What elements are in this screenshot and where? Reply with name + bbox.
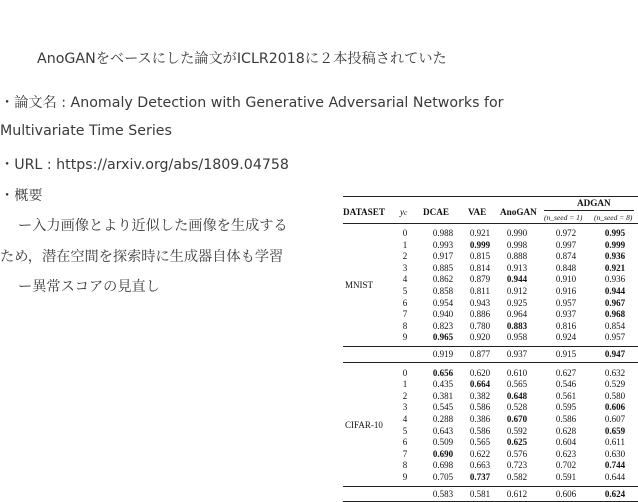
average-cell: 0.606 bbox=[555, 488, 577, 499]
score-cell: 0.967 bbox=[604, 297, 626, 308]
score-cell: 0.780 bbox=[469, 320, 491, 331]
table-row bbox=[343, 379, 638, 391]
score-cell: 0.993 bbox=[432, 239, 454, 250]
table-row bbox=[343, 251, 638, 263]
score-cell: 0.628 bbox=[555, 425, 577, 436]
slide-title: AnoGANをベースにした論文がICLR2018に２本投稿されていた bbox=[37, 51, 447, 67]
score-cell: 0.561 bbox=[555, 390, 577, 401]
score-cell: 0.606 bbox=[604, 402, 626, 413]
average-cell: 0.877 bbox=[469, 349, 491, 359]
score-cell: 0.620 bbox=[469, 367, 491, 378]
average-cell: 0.612 bbox=[506, 488, 528, 499]
table-row bbox=[343, 240, 638, 252]
results-table bbox=[343, 196, 638, 499]
table-row bbox=[343, 391, 638, 403]
summary-item-1-continued: ため，潜在空間を探索時に生成器自体も学習 bbox=[0, 249, 284, 265]
score-cell: 0.997 bbox=[555, 239, 577, 250]
score-cell: 0.702 bbox=[555, 460, 577, 471]
class-label-cell: 3 bbox=[402, 262, 408, 273]
score-cell: 0.921 bbox=[604, 262, 626, 273]
score-cell: 0.879 bbox=[469, 274, 491, 285]
score-cell: 0.529 bbox=[604, 379, 626, 390]
score-cell: 0.888 bbox=[506, 251, 528, 262]
header-anogan: AnoGAN bbox=[500, 207, 537, 217]
table-row bbox=[343, 263, 638, 275]
table-row bbox=[343, 286, 638, 298]
average-cell: 0.947 bbox=[604, 349, 626, 359]
score-cell: 0.643 bbox=[432, 425, 454, 436]
class-label-cell: 2 bbox=[402, 251, 408, 262]
average-cell: 0.624 bbox=[604, 488, 626, 499]
score-cell: 0.586 bbox=[469, 425, 491, 436]
score-cell: 0.663 bbox=[469, 460, 491, 471]
average-rule bbox=[343, 346, 638, 347]
class-label-cell: 2 bbox=[402, 390, 408, 401]
summary-item-2: ー異常スコアの見直し bbox=[18, 279, 160, 295]
score-cell: 0.957 bbox=[604, 332, 626, 343]
average-cell: 0.581 bbox=[469, 488, 491, 499]
score-cell: 0.630 bbox=[604, 448, 626, 459]
score-cell: 0.937 bbox=[555, 309, 577, 320]
score-cell: 0.988 bbox=[432, 228, 454, 238]
score-cell: 0.659 bbox=[604, 425, 626, 436]
average-rule bbox=[343, 486, 638, 487]
score-cell: 0.874 bbox=[555, 251, 577, 262]
score-cell: 0.744 bbox=[604, 460, 626, 471]
score-cell: 0.858 bbox=[432, 286, 454, 296]
score-cell: 0.954 bbox=[432, 297, 454, 308]
score-cell: 0.910 bbox=[555, 274, 577, 285]
score-cell: 0.816 bbox=[555, 320, 577, 331]
score-cell: 0.604 bbox=[555, 437, 577, 448]
score-cell: 0.664 bbox=[469, 379, 491, 390]
score-cell: 0.944 bbox=[506, 274, 528, 285]
group-rule bbox=[343, 362, 638, 363]
score-cell: 0.737 bbox=[469, 472, 491, 482]
score-cell: 0.582 bbox=[506, 472, 528, 482]
score-cell: 0.823 bbox=[432, 320, 454, 331]
score-cell: 0.848 bbox=[555, 262, 577, 273]
url-line: ・URL : https://arxiv.org/abs/1809.04758 bbox=[0, 157, 289, 173]
score-cell: 0.386 bbox=[469, 414, 491, 424]
score-cell: 0.912 bbox=[506, 286, 528, 296]
score-cell: 0.921 bbox=[469, 228, 491, 238]
score-cell: 0.998 bbox=[506, 239, 528, 250]
score-cell: 0.611 bbox=[605, 437, 625, 448]
score-cell: 0.943 bbox=[469, 297, 491, 308]
class-label-cell: 0 bbox=[402, 367, 408, 378]
table-row bbox=[343, 472, 638, 484]
score-cell: 0.627 bbox=[555, 367, 577, 378]
table-row bbox=[343, 274, 638, 286]
table-row bbox=[343, 402, 638, 414]
header-vae: VAE bbox=[468, 207, 487, 217]
header-dataset: DATASET bbox=[343, 207, 386, 217]
dataset-name: MNIST bbox=[345, 280, 374, 290]
score-cell: 0.883 bbox=[506, 320, 528, 331]
average-cell: 0.583 bbox=[432, 488, 454, 499]
class-label-cell: 7 bbox=[402, 309, 408, 320]
score-cell: 0.648 bbox=[506, 390, 528, 401]
score-cell: 0.958 bbox=[506, 332, 528, 343]
table-row bbox=[343, 309, 638, 321]
score-cell: 0.968 bbox=[604, 309, 626, 320]
score-cell: 0.546 bbox=[555, 379, 577, 390]
average-row bbox=[343, 489, 638, 501]
score-cell: 0.705 bbox=[432, 472, 454, 482]
score-cell: 0.623 bbox=[555, 448, 577, 459]
average-cell: 0.915 bbox=[555, 349, 577, 359]
score-cell: 0.999 bbox=[604, 239, 626, 250]
score-cell: 0.435 bbox=[432, 379, 454, 390]
score-cell: 0.940 bbox=[432, 309, 454, 320]
score-cell: 0.565 bbox=[506, 379, 528, 390]
average-cell: 0.919 bbox=[432, 349, 454, 359]
paper-name-line2: Multivariate Time Series bbox=[0, 123, 172, 139]
table-row bbox=[343, 298, 638, 310]
class-label-cell: 4 bbox=[402, 274, 408, 285]
score-cell: 0.814 bbox=[469, 262, 491, 273]
score-cell: 0.698 bbox=[432, 460, 454, 471]
table-row bbox=[343, 228, 638, 240]
paper-name-line1: ・論文名 : Anomaly Detection with Generative Adversarial Networks for bbox=[0, 95, 504, 111]
score-cell: 0.913 bbox=[506, 262, 528, 273]
score-cell: 0.592 bbox=[506, 425, 528, 436]
summary-item-1: ー入力画像とより近似した画像を生成する bbox=[18, 218, 288, 234]
table-row bbox=[343, 460, 638, 472]
score-cell: 0.965 bbox=[432, 332, 454, 343]
table-row bbox=[343, 414, 638, 426]
average-row bbox=[343, 349, 638, 361]
score-cell: 0.936 bbox=[604, 251, 626, 262]
header-rule bbox=[343, 223, 638, 224]
score-cell: 0.610 bbox=[506, 367, 528, 378]
class-label-cell: 1 bbox=[402, 379, 408, 390]
score-cell: 0.925 bbox=[506, 297, 528, 308]
adgan-underline bbox=[544, 210, 634, 211]
score-cell: 0.545 bbox=[432, 402, 454, 413]
header-adgan-seed1: (n_seed = 1) bbox=[544, 213, 583, 222]
score-cell: 0.944 bbox=[604, 286, 626, 296]
header-adgan-seed8: (n_seed = 8) bbox=[594, 213, 633, 222]
score-cell: 0.862 bbox=[432, 274, 454, 285]
score-cell: 0.811 bbox=[470, 286, 490, 296]
score-cell: 0.916 bbox=[555, 286, 577, 296]
score-cell: 0.670 bbox=[506, 414, 528, 424]
score-cell: 0.586 bbox=[555, 414, 577, 424]
score-cell: 0.656 bbox=[432, 367, 454, 378]
score-cell: 0.990 bbox=[506, 228, 528, 238]
score-cell: 0.586 bbox=[469, 402, 491, 413]
class-label-cell: 9 bbox=[402, 472, 408, 482]
class-label-cell: 0 bbox=[402, 228, 408, 238]
score-cell: 0.509 bbox=[432, 437, 454, 448]
score-cell: 0.917 bbox=[432, 251, 454, 262]
score-cell: 0.920 bbox=[469, 332, 491, 343]
score-cell: 0.595 bbox=[555, 402, 577, 413]
header-yc: yc bbox=[400, 207, 408, 217]
score-cell: 0.972 bbox=[555, 228, 577, 238]
table-row bbox=[343, 368, 638, 380]
score-cell: 0.815 bbox=[469, 251, 491, 262]
score-cell: 0.591 bbox=[555, 472, 577, 482]
score-cell: 0.936 bbox=[604, 274, 626, 285]
class-label-cell: 8 bbox=[402, 460, 408, 471]
score-cell: 0.622 bbox=[469, 448, 491, 459]
score-cell: 0.995 bbox=[604, 228, 626, 238]
summary-heading: ・概要 bbox=[0, 188, 43, 204]
score-cell: 0.690 bbox=[432, 448, 454, 459]
score-cell: 0.854 bbox=[604, 320, 626, 331]
class-label-cell: 1 bbox=[402, 239, 408, 250]
score-cell: 0.957 bbox=[555, 297, 577, 308]
header-adgan: ADGAN bbox=[577, 198, 611, 208]
table-row bbox=[343, 332, 638, 344]
score-cell: 0.288 bbox=[432, 414, 454, 424]
score-cell: 0.580 bbox=[604, 390, 626, 401]
class-label-cell: 5 bbox=[402, 286, 408, 296]
score-cell: 0.886 bbox=[469, 309, 491, 320]
score-cell: 0.625 bbox=[506, 437, 528, 448]
score-cell: 0.528 bbox=[506, 402, 528, 413]
table-row bbox=[343, 426, 638, 438]
score-cell: 0.382 bbox=[469, 390, 491, 401]
average-cell: 0.937 bbox=[506, 349, 528, 359]
dataset-name: CIFAR-10 bbox=[345, 419, 383, 430]
score-cell: 0.381 bbox=[432, 390, 454, 401]
class-label-cell: 4 bbox=[402, 414, 408, 424]
score-cell: 0.723 bbox=[506, 460, 528, 471]
score-cell: 0.607 bbox=[604, 414, 626, 424]
class-label-cell: 9 bbox=[402, 332, 408, 343]
class-label-cell: 3 bbox=[402, 402, 408, 413]
table-row bbox=[343, 321, 638, 333]
score-cell: 0.644 bbox=[604, 472, 626, 482]
score-cell: 0.964 bbox=[506, 309, 528, 320]
score-cell: 0.999 bbox=[469, 239, 491, 250]
class-label-cell: 6 bbox=[402, 437, 408, 448]
table-row bbox=[343, 437, 638, 449]
score-cell: 0.924 bbox=[555, 332, 577, 343]
score-cell: 0.632 bbox=[604, 367, 626, 378]
class-label-cell: 8 bbox=[402, 320, 408, 331]
class-label-cell: 5 bbox=[402, 425, 408, 436]
class-label-cell: 6 bbox=[402, 297, 408, 308]
class-label-cell: 7 bbox=[402, 448, 408, 459]
header-dcae: DCAE bbox=[423, 207, 450, 217]
table-row bbox=[343, 449, 638, 461]
score-cell: 0.885 bbox=[432, 262, 454, 273]
score-cell: 0.576 bbox=[506, 448, 528, 459]
score-cell: 0.565 bbox=[469, 437, 491, 448]
